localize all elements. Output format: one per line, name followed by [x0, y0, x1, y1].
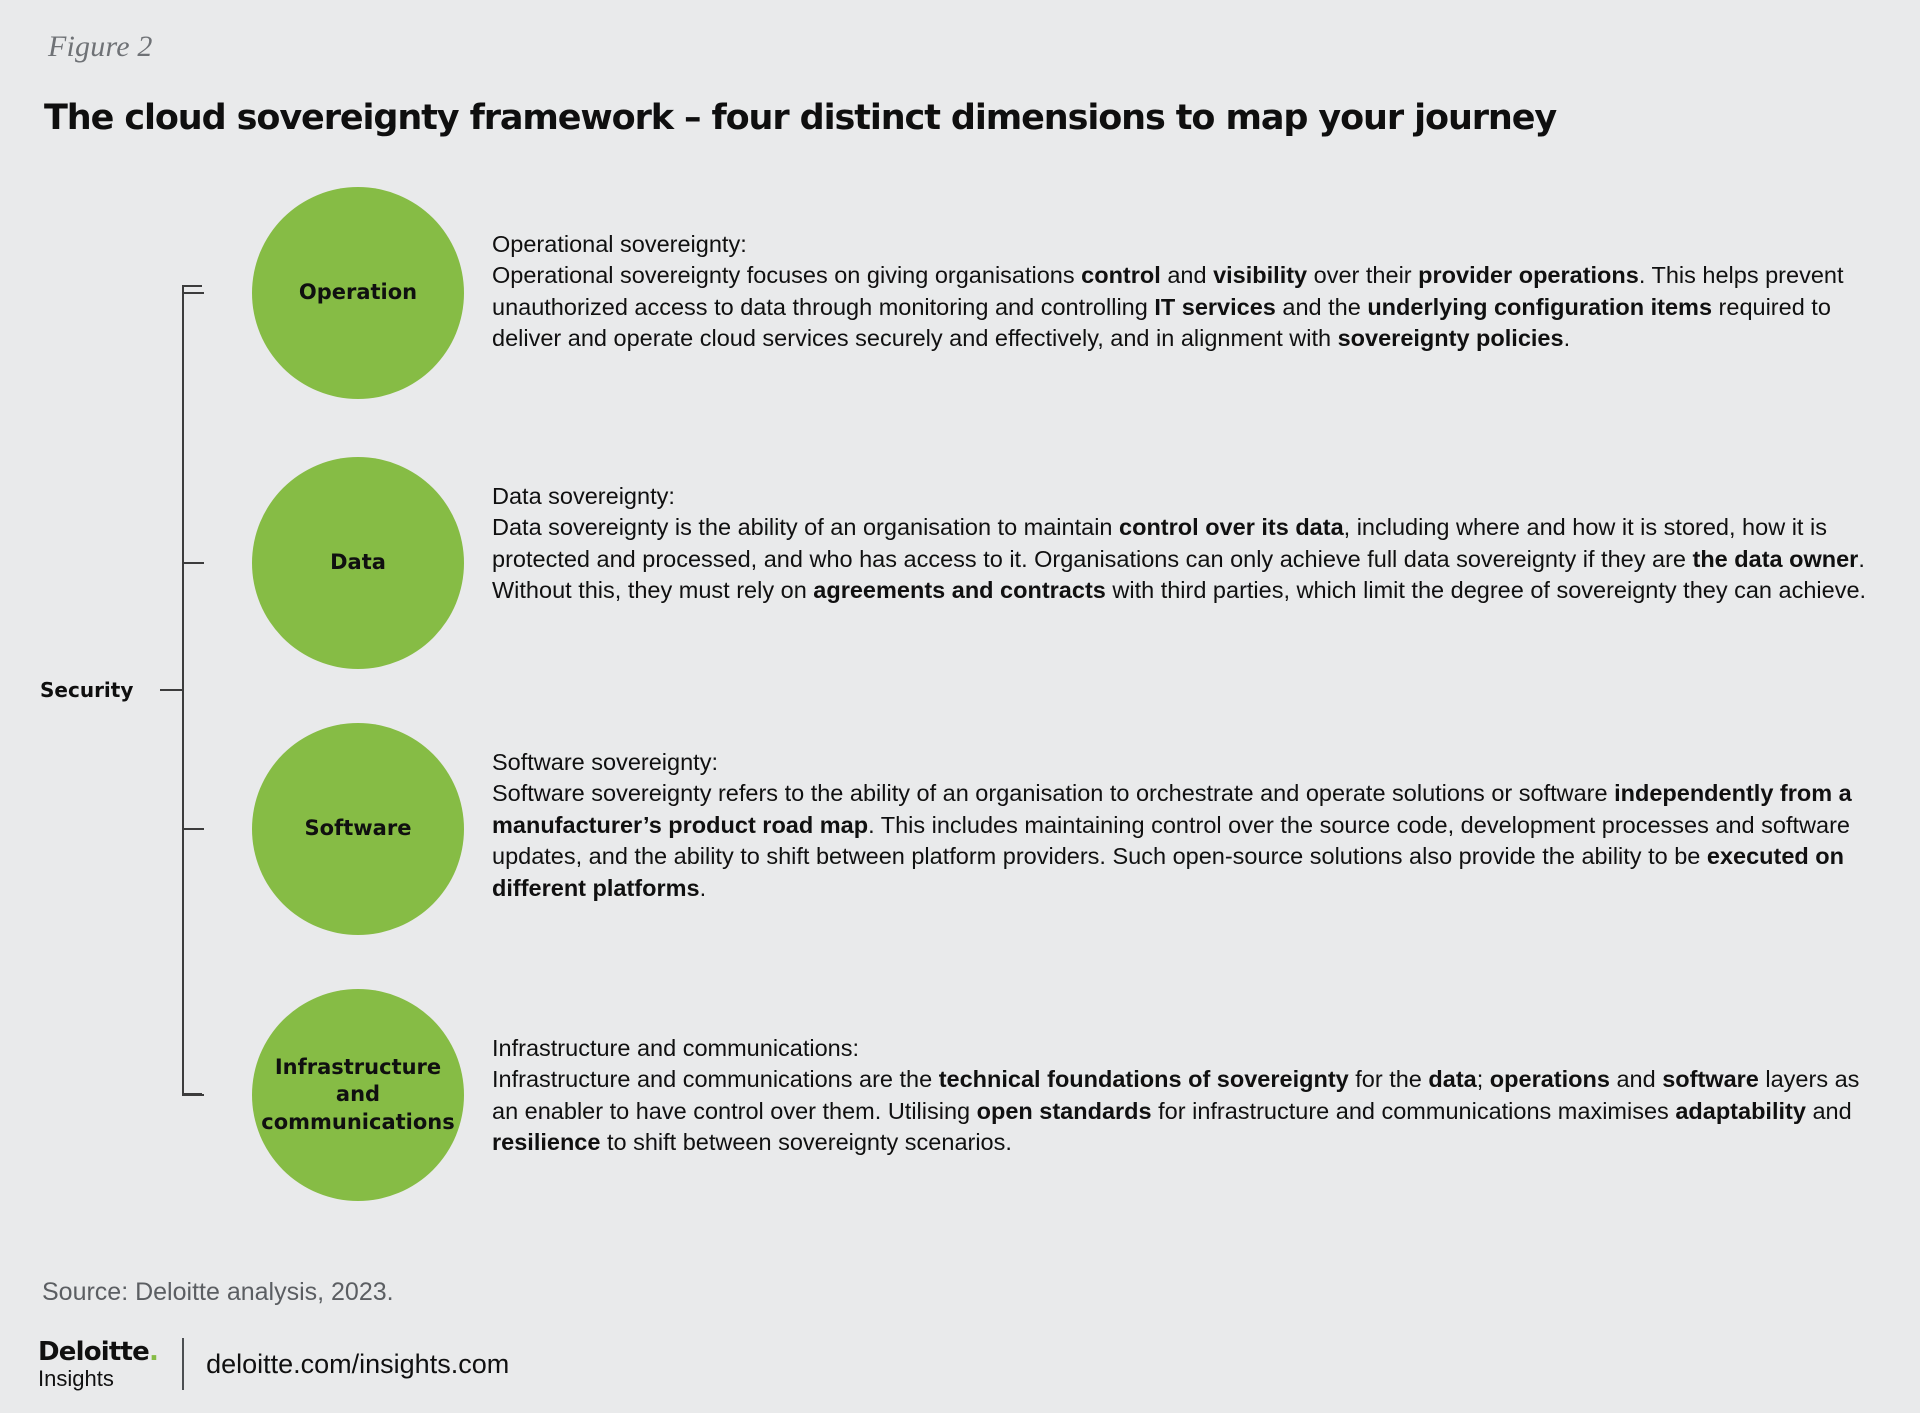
dimension-circle-operation[interactable]: [252, 187, 464, 399]
figure-title: The cloud sovereignty framework – four distinct dimensions to map your journey: [44, 98, 1557, 138]
dimension-body: Software sovereignty refers to the ability of an organisation to orchestrate and operate solutions or software independently from a manufacturer’s product road map. This includes maintaining control over the source code, development processes and software updates, and the ability to shift between platform providers. Such open-source solutions also provide the ability to be executed on different platforms.: [492, 780, 1852, 901]
dimension-body: Data sovereignty is the ability of an organisation to maintain control over its data, including where and how it is stored, how it is protected and processed, and who has access to it. Organisations can only achieve full data sovereignty if they are the data owner. Without this, they must rely on agreements and contracts with third parties, which limit the degree of sovereignty they can achieve.: [492, 514, 1867, 604]
deloitte-insights-logo: [38, 1336, 159, 1391]
footer-divider: [182, 1338, 184, 1390]
dimension-circle-label: Software: [304, 816, 412, 841]
dimension-description-operation: [492, 229, 1877, 355]
dimension-heading: Infrastructure and communications:: [492, 1035, 860, 1061]
source-note: Source: Deloitte analysis, 2023.: [42, 1278, 394, 1306]
dimension-circle-data[interactable]: [252, 457, 464, 669]
dimension-body: Operational sovereignty focuses on giving organisations control and visibility over their provider operations. This helps prevent unauthorized access to data through monitoring and controlling IT services and the underlying configuration items required to deliver and operate cloud services securely and effectively, and in alignment with sovereignty policies.: [492, 262, 1844, 352]
dimension-description-data: [492, 481, 1877, 607]
footer: [38, 1338, 509, 1390]
dimension-circle-software[interactable]: [252, 723, 464, 935]
dimension-circle-infrastructure[interactable]: [252, 989, 464, 1201]
brand-subtitle: Insights: [38, 1365, 114, 1391]
dimension-description-software: [492, 747, 1892, 904]
bracket-tick-data: [182, 562, 204, 564]
footer-url[interactable]: deloitte.com/insights.com: [206, 1348, 510, 1379]
dimension-body: Infrastructure and communications are the technical foundations of sovereignty for the data; operations and software layers as an enabler to have control over them. Utilising open standards for infrastructure and communications maximises adaptability and resilience to shift between sovereignty scenarios.: [492, 1066, 1860, 1156]
security-bracket: [182, 285, 202, 1095]
dimension-heading: Operational sovereignty:: [492, 231, 747, 257]
figure-label: Figure 2: [48, 30, 153, 63]
dimension-circle-label: Operation: [298, 280, 418, 305]
brand-name: Deloitte.: [38, 1336, 159, 1367]
dimension-description-infrastructure: [492, 1033, 1877, 1159]
security-bracket-label: Security: [40, 678, 134, 702]
brand-dot: .: [149, 1336, 159, 1367]
dimension-circle-label: Infrastructure and communications: [261, 1055, 455, 1134]
bracket-tick-operation: [182, 292, 204, 294]
dimension-heading: Software sovereignty:: [492, 749, 718, 775]
bracket-tick-infrastructure: [182, 1094, 204, 1096]
bracket-tick-software: [182, 828, 204, 830]
dimension-heading: Data sovereignty:: [492, 483, 675, 509]
bracket-stem: [160, 689, 184, 691]
dimension-circle-label: Data: [330, 550, 386, 575]
